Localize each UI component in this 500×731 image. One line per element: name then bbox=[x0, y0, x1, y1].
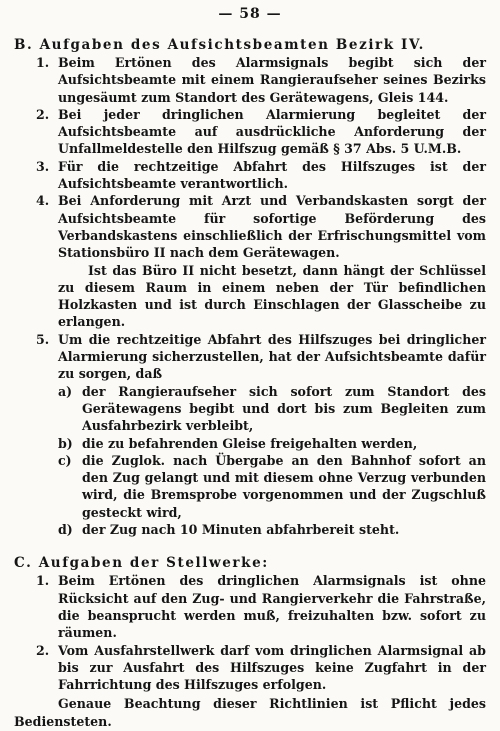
item-number: 3. bbox=[36, 158, 50, 174]
item-text: Bei Anforderung mit Arzt und Verbandskasten sorgt der Aufsichtsbeamte für sofortige Beförderung des Verbandskastens einschließlich der Erfrischungsmittel vom Stationsbüro II nach dem Gerätewagen. bbox=[58, 193, 486, 261]
section-b-heading: B. Aufgaben des Aufsichtsbeamten Bezirk IV. bbox=[14, 37, 425, 53]
subitem-label: a) bbox=[58, 383, 73, 399]
item-number: 2. bbox=[36, 106, 50, 122]
subitem-label: b) bbox=[58, 435, 73, 451]
item-text: Um die rechtzeitige Abfahrt des Hilfszuges bei dringlicher Alarmierung sicherzustellen, hat der Aufsichtsbeamte dafür zu sorgen, daß bbox=[58, 331, 486, 382]
section-b-item-1 bbox=[14, 54, 486, 106]
subitem-b bbox=[14, 435, 486, 452]
section-b-item-5 bbox=[14, 331, 486, 383]
subitem-text: der Zug nach 10 Minuten abfahrbereit steht. bbox=[82, 522, 400, 538]
section-c-heading: C. Aufgaben der Stellwerke: bbox=[14, 555, 269, 572]
page-content bbox=[14, 36, 486, 730]
item-text: Vom Ausfahrstellwerk darf vom dringlichen Alarmsignal ab bis zur Ausfahrt des Hilfszuges keine Zugfahrt in der Fahrrichtung des Hilfszuges erfolgen. bbox=[58, 642, 486, 693]
item-number: 1. bbox=[36, 55, 50, 70]
item-text: Beim Ertönen des dringlichen Alarmsignals ist ohne Rücksicht auf den Zug- und Rangierverkehr die Fahrstraße, die beansprucht werden muß, freizuhalten bzw. sofort zu räumen. bbox=[58, 573, 486, 641]
item-number: 2. bbox=[36, 642, 50, 658]
section-c-item-1 bbox=[14, 572, 486, 641]
item-text: Bei jeder dringlichen Alarmierung begleitet der Aufsichtsbeamte auf ausdrückliche Anforderung der Unfallmeldestelle den Hilfszug gemäß § 37 Abs. 5 U.M.B. bbox=[58, 106, 486, 157]
section-b-item-4 bbox=[14, 192, 486, 330]
subitem-label: d) bbox=[58, 522, 73, 538]
subitem-text: die Zuglok. nach Übergabe an den Bahnhof sofort an den Zug gelangt und mit diesem ohne Verzug verbunden wird, die Bremsprobe vorgenommen und der Zugschluß gesteckt wird, bbox=[82, 452, 486, 520]
item-continuation-text: Ist das Büro II nicht besetzt, dann hängt der Schlüssel zu diesem Raum in einem neben der Tür befindlichen Holzkasten und ist durch Einschlagen der Glasscheibe zu erlangen. bbox=[58, 262, 486, 330]
item-number: 4. bbox=[36, 193, 50, 209]
item-number: 5. bbox=[36, 331, 50, 347]
subitem-a bbox=[14, 383, 486, 435]
subitem-text: die zu befahrenden Gleise freigehalten werden, bbox=[82, 435, 418, 451]
section-b-item-2 bbox=[14, 106, 486, 158]
item-text: Für die rechtzeitige Abfahrt des Hilfszuges ist der Aufsichtsbeamte verantwortlich. bbox=[58, 158, 486, 192]
item-number: 1. bbox=[36, 573, 50, 589]
closing-paragraph: Genaue Beachtung dieser Richtlinien ist Pflicht jedes Bediensteten. bbox=[14, 696, 486, 729]
subitem-d bbox=[14, 521, 486, 538]
section-b-item-3 bbox=[14, 158, 486, 193]
section-c-item-2 bbox=[14, 642, 486, 694]
subitem-text: der Rangieraufseher sich sofort zum Standort des Gerätewagens begibt und dort bis zum Begleiten zum Ausfahrbezirk verbleibt, bbox=[82, 383, 486, 434]
subitem-label: c) bbox=[58, 452, 72, 468]
subitem-c bbox=[14, 452, 486, 521]
item-text: Beim Ertönen des Alarmsignals begibt sich der Aufsichtsbeamte mit einem Rangieraufseher seines Bezirks ungesäumt zum Standort des Gerätewagens, Gleis 144. bbox=[58, 55, 486, 105]
page-number: — 58 — bbox=[218, 6, 282, 22]
